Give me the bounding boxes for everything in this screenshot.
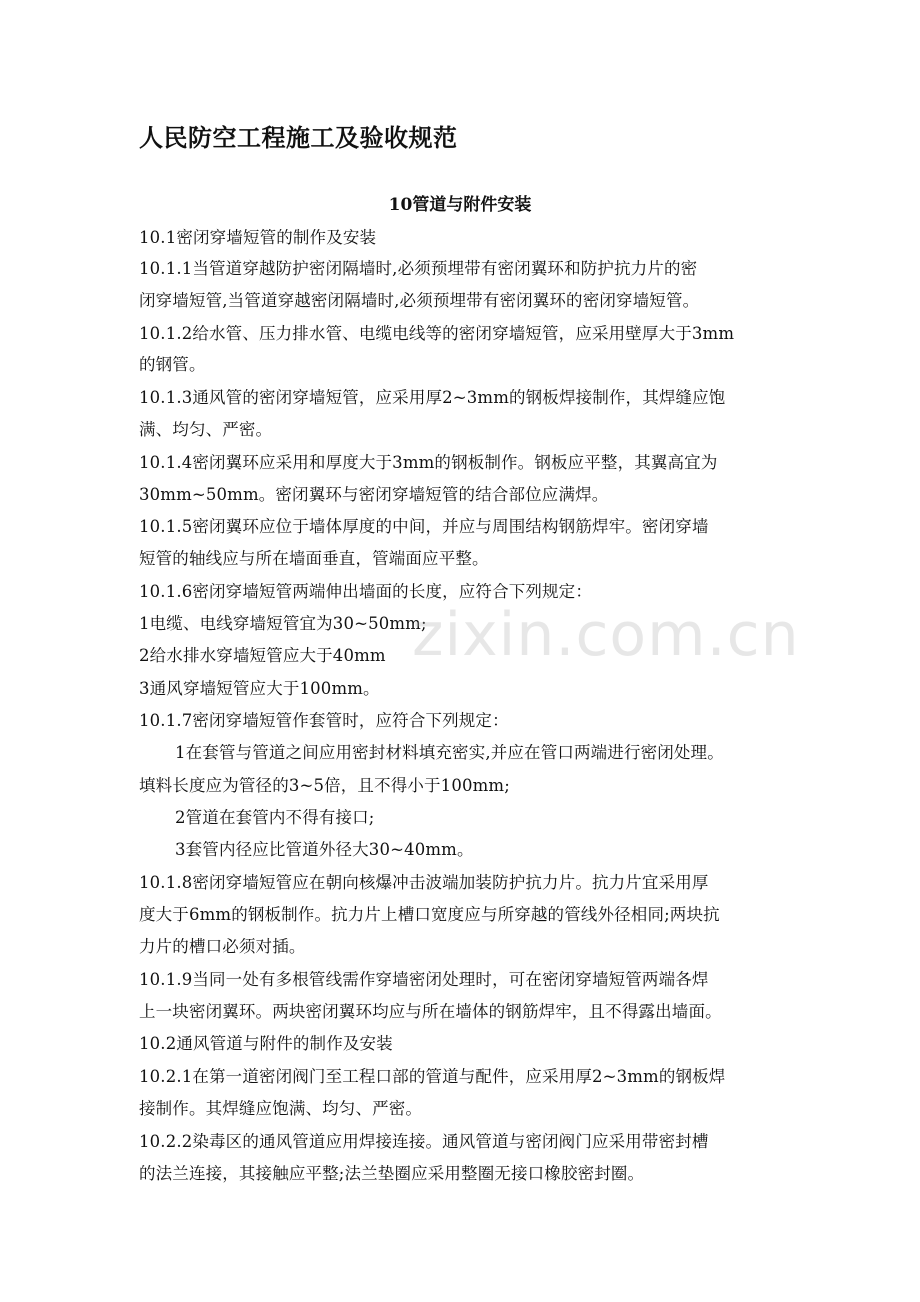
text-line: 10.2.2染毒区的通风管道应用焊接连接。通风管道与密闭阀门应采用带密封槽	[139, 1132, 709, 1151]
text-line: 30mm~50mm。密闭翼环与密闭穿墙短管的结合部位应满焊。	[139, 485, 609, 504]
text-line: 1在套管与管道之间应用密封材料填充密实,并应在管口两端进行密闭处理。	[175, 743, 724, 762]
text-line: 10.1.1当管道穿越防护密闭隔墙时,必须预埋带有密闭翼环和防护抗力片的密	[139, 259, 698, 278]
text-line: 10.1密闭穿墙短管的制作及安装	[139, 228, 377, 247]
text-line: 3套管内径应比管道外径大30~40mm。	[175, 840, 474, 859]
text-line: 10.1.2给水管、压力排水管、电缆电线等的密闭穿墙短管，应采用壁厚大于3mm	[139, 324, 735, 343]
text-line: 1电缆、电线穿墙短管宜为30~50mm;	[139, 614, 427, 633]
text-line: 10.1.8密闭穿墙短管应在朝向核爆冲击波端加装防护抗力片。抗力片宜采用厚	[139, 873, 709, 892]
text-line: 度大于6mm的钢板制作。抗力片上槽口宽度应与所穿越的管线外径相同;两块抗	[139, 905, 720, 924]
section-heading: 10管道与附件安装	[388, 195, 532, 215]
text-line: 短管的轴线应与所在墙面垂直，管端面应平整。	[139, 549, 489, 568]
text-line: 满、均匀、严密。	[139, 420, 273, 439]
text-line: 10.1.6密闭穿墙短管两端伸出墙面的长度，应符合下列规定：	[139, 582, 592, 601]
text-line: 力片的槽口必须对插。	[139, 937, 306, 956]
text-line: 10.1.3通风管的密闭穿墙短管，应采用厚2~3mm的钢板焊接制作，其焊缝应饱	[139, 388, 726, 407]
text-line: 的钢管。	[139, 355, 206, 374]
text-line: 上一块密闭翼环。两块密闭翼环均应与所在墙体的钢筋焊牢，且不得露出墙面。	[139, 1002, 722, 1021]
text-line: 接制作。其焊缝应饱满、均匀、严密。	[139, 1099, 423, 1118]
text-line: 2管道在套管内不得有接口;	[175, 808, 375, 827]
text-line: 闭穿墙短管,当管道穿越密闭隔墙时,必须预埋带有密闭翼环的密闭穿墙短管。	[139, 291, 700, 310]
watermark: zixin.com.cn	[412, 600, 800, 670]
text-line: 10.2.1在第一道密闭阀门至工程口部的管道与配件，应采用厚2~3mm的钢板焊	[139, 1067, 726, 1086]
text-line: 填料长度应为管径的3~5倍，且不得小于100mm;	[139, 776, 510, 795]
text-line: 10.1.7密闭穿墙短管作套管时，应符合下列规定：	[139, 711, 509, 730]
text-line: 的法兰连接，其接触应平整;法兰垫圈应采用整圈无接口橡胶密封圈。	[139, 1164, 645, 1183]
text-line: 3通风穿墙短管应大于100mm。	[139, 679, 380, 698]
text-line: 2给水排水穿墙短管应大于40mm	[139, 646, 386, 665]
document-title: 人民防空工程施工及验收规范	[139, 124, 458, 152]
text-line: 10.1.9当同一处有多根管线需作穿墙密闭处理时，可在密闭穿墙短管两端各焊	[139, 970, 709, 989]
text-line: 10.1.5密闭翼环应位于墙体厚度的中间，并应与周围结构钢筋焊牢。密闭穿墙	[139, 517, 709, 536]
text-line: 10.2通风管道与附件的制作及安装	[139, 1034, 393, 1053]
text-line: 10.1.4密闭翼环应采用和厚度大于3mm的钢板制作。钢板应平整，其翼高宜为	[139, 453, 718, 472]
